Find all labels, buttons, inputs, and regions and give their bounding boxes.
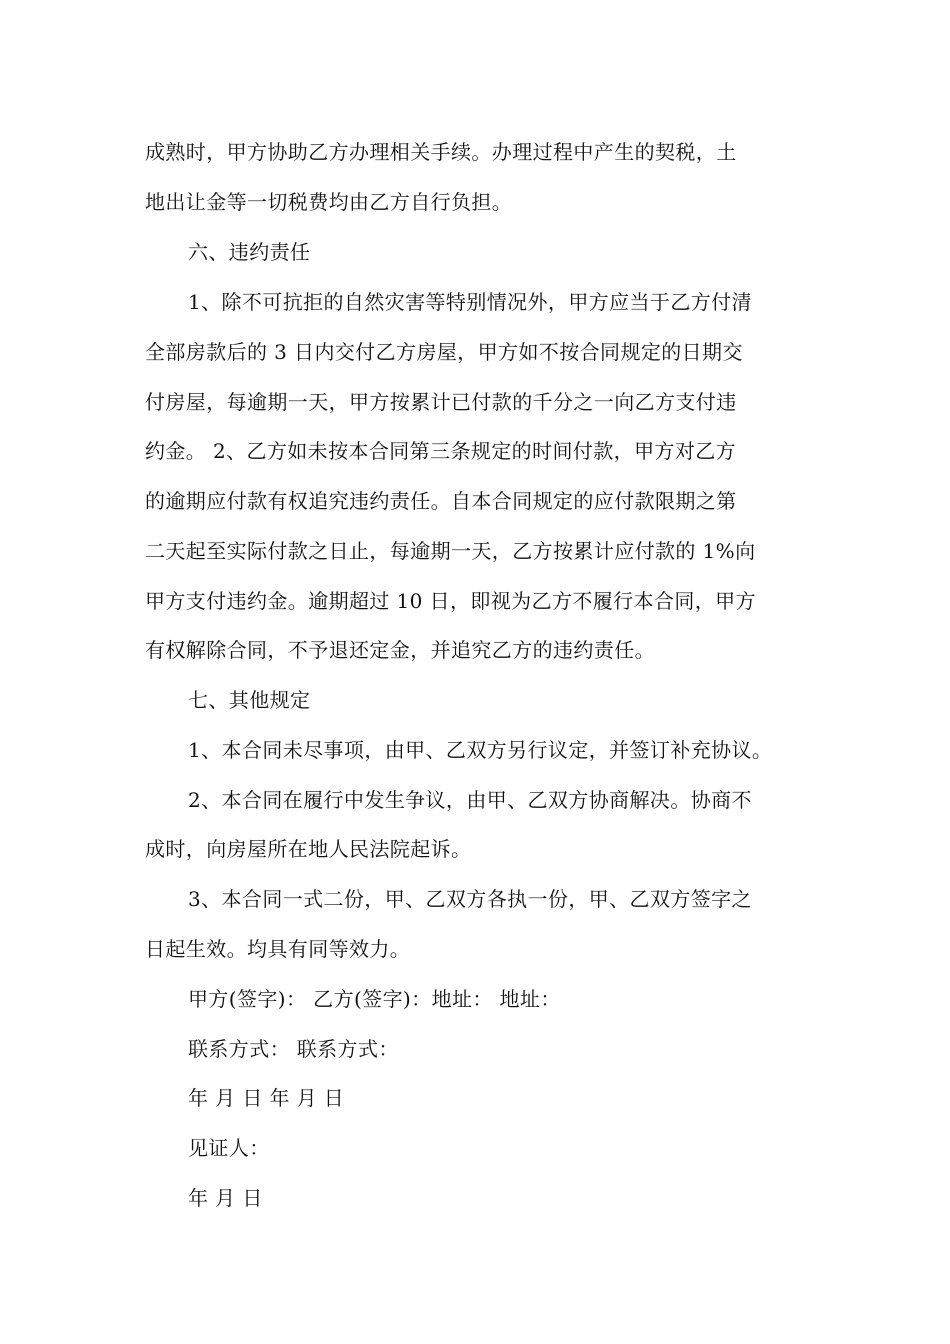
signature-line: 甲方(签字)： 乙方(签字)：地址： 地址： [188,987,561,1011]
paragraph-line: 2、本合同在履行中发生争议，由甲、乙双方协商解决。协商不 [188,788,752,812]
witness-line: 见证人： [188,1136,270,1160]
paragraph-line: 地出让金等一切税费均由乙方自行负担。 [145,190,513,214]
paragraph-line: 日起生效。均具有同等效力。 [145,937,411,961]
paragraph-line: 二天起至实际付款之日止，每逾期一天，乙方按累计应付款的 1%向 [145,539,756,563]
paragraph-line: 甲方支付违约金。逾期超过 10 日，即视为乙方不履行本合同，甲方 [145,589,756,613]
paragraph-line: 的逾期应付款有权追究违约责任。自本合同规定的应付款限期之第 [145,489,737,513]
witness-date-line: 年 月 日 [188,1186,263,1210]
section-heading-other: 七、其他规定 [188,688,311,712]
paragraph-line: 1、除不可抗拒的自然灾害等特别情况外，甲方应当于乙方付清 [188,290,752,314]
paragraph-line: 成熟时，甲方协助乙方办理相关手续。办理过程中产生的契税，土 [145,140,737,164]
date-line: 年 月 日 年 月 日 [188,1086,345,1110]
paragraph-line: 全部房款后的 3 日内交付乙方房屋，甲方如不按合同规定的日期交 [145,340,743,364]
section-heading-breach: 六、违约责任 [188,240,311,264]
paragraph-line: 3、本合同一式二份，甲、乙双方各执一份，甲、乙双方签字之 [188,887,752,911]
paragraph-line: 1、本合同未尽事项，由甲、乙双方另行议定，并签订补充协议。 [188,738,773,762]
paragraph-line: 付房屋，每逾期一天，甲方按累计已付款的千分之一向乙方支付违 [145,390,737,414]
paragraph-line: 成时，向房屋所在地人民法院起诉。 [145,837,472,861]
contact-line: 联系方式： 联系方式： [188,1037,399,1061]
paragraph-line: 约金。 2、乙方如未按本合同第三条规定的时间付款，甲方对乙方 [145,439,737,463]
paragraph-line: 有权解除合同，不予退还定金，并追究乙方的违约责任。 [145,638,655,662]
